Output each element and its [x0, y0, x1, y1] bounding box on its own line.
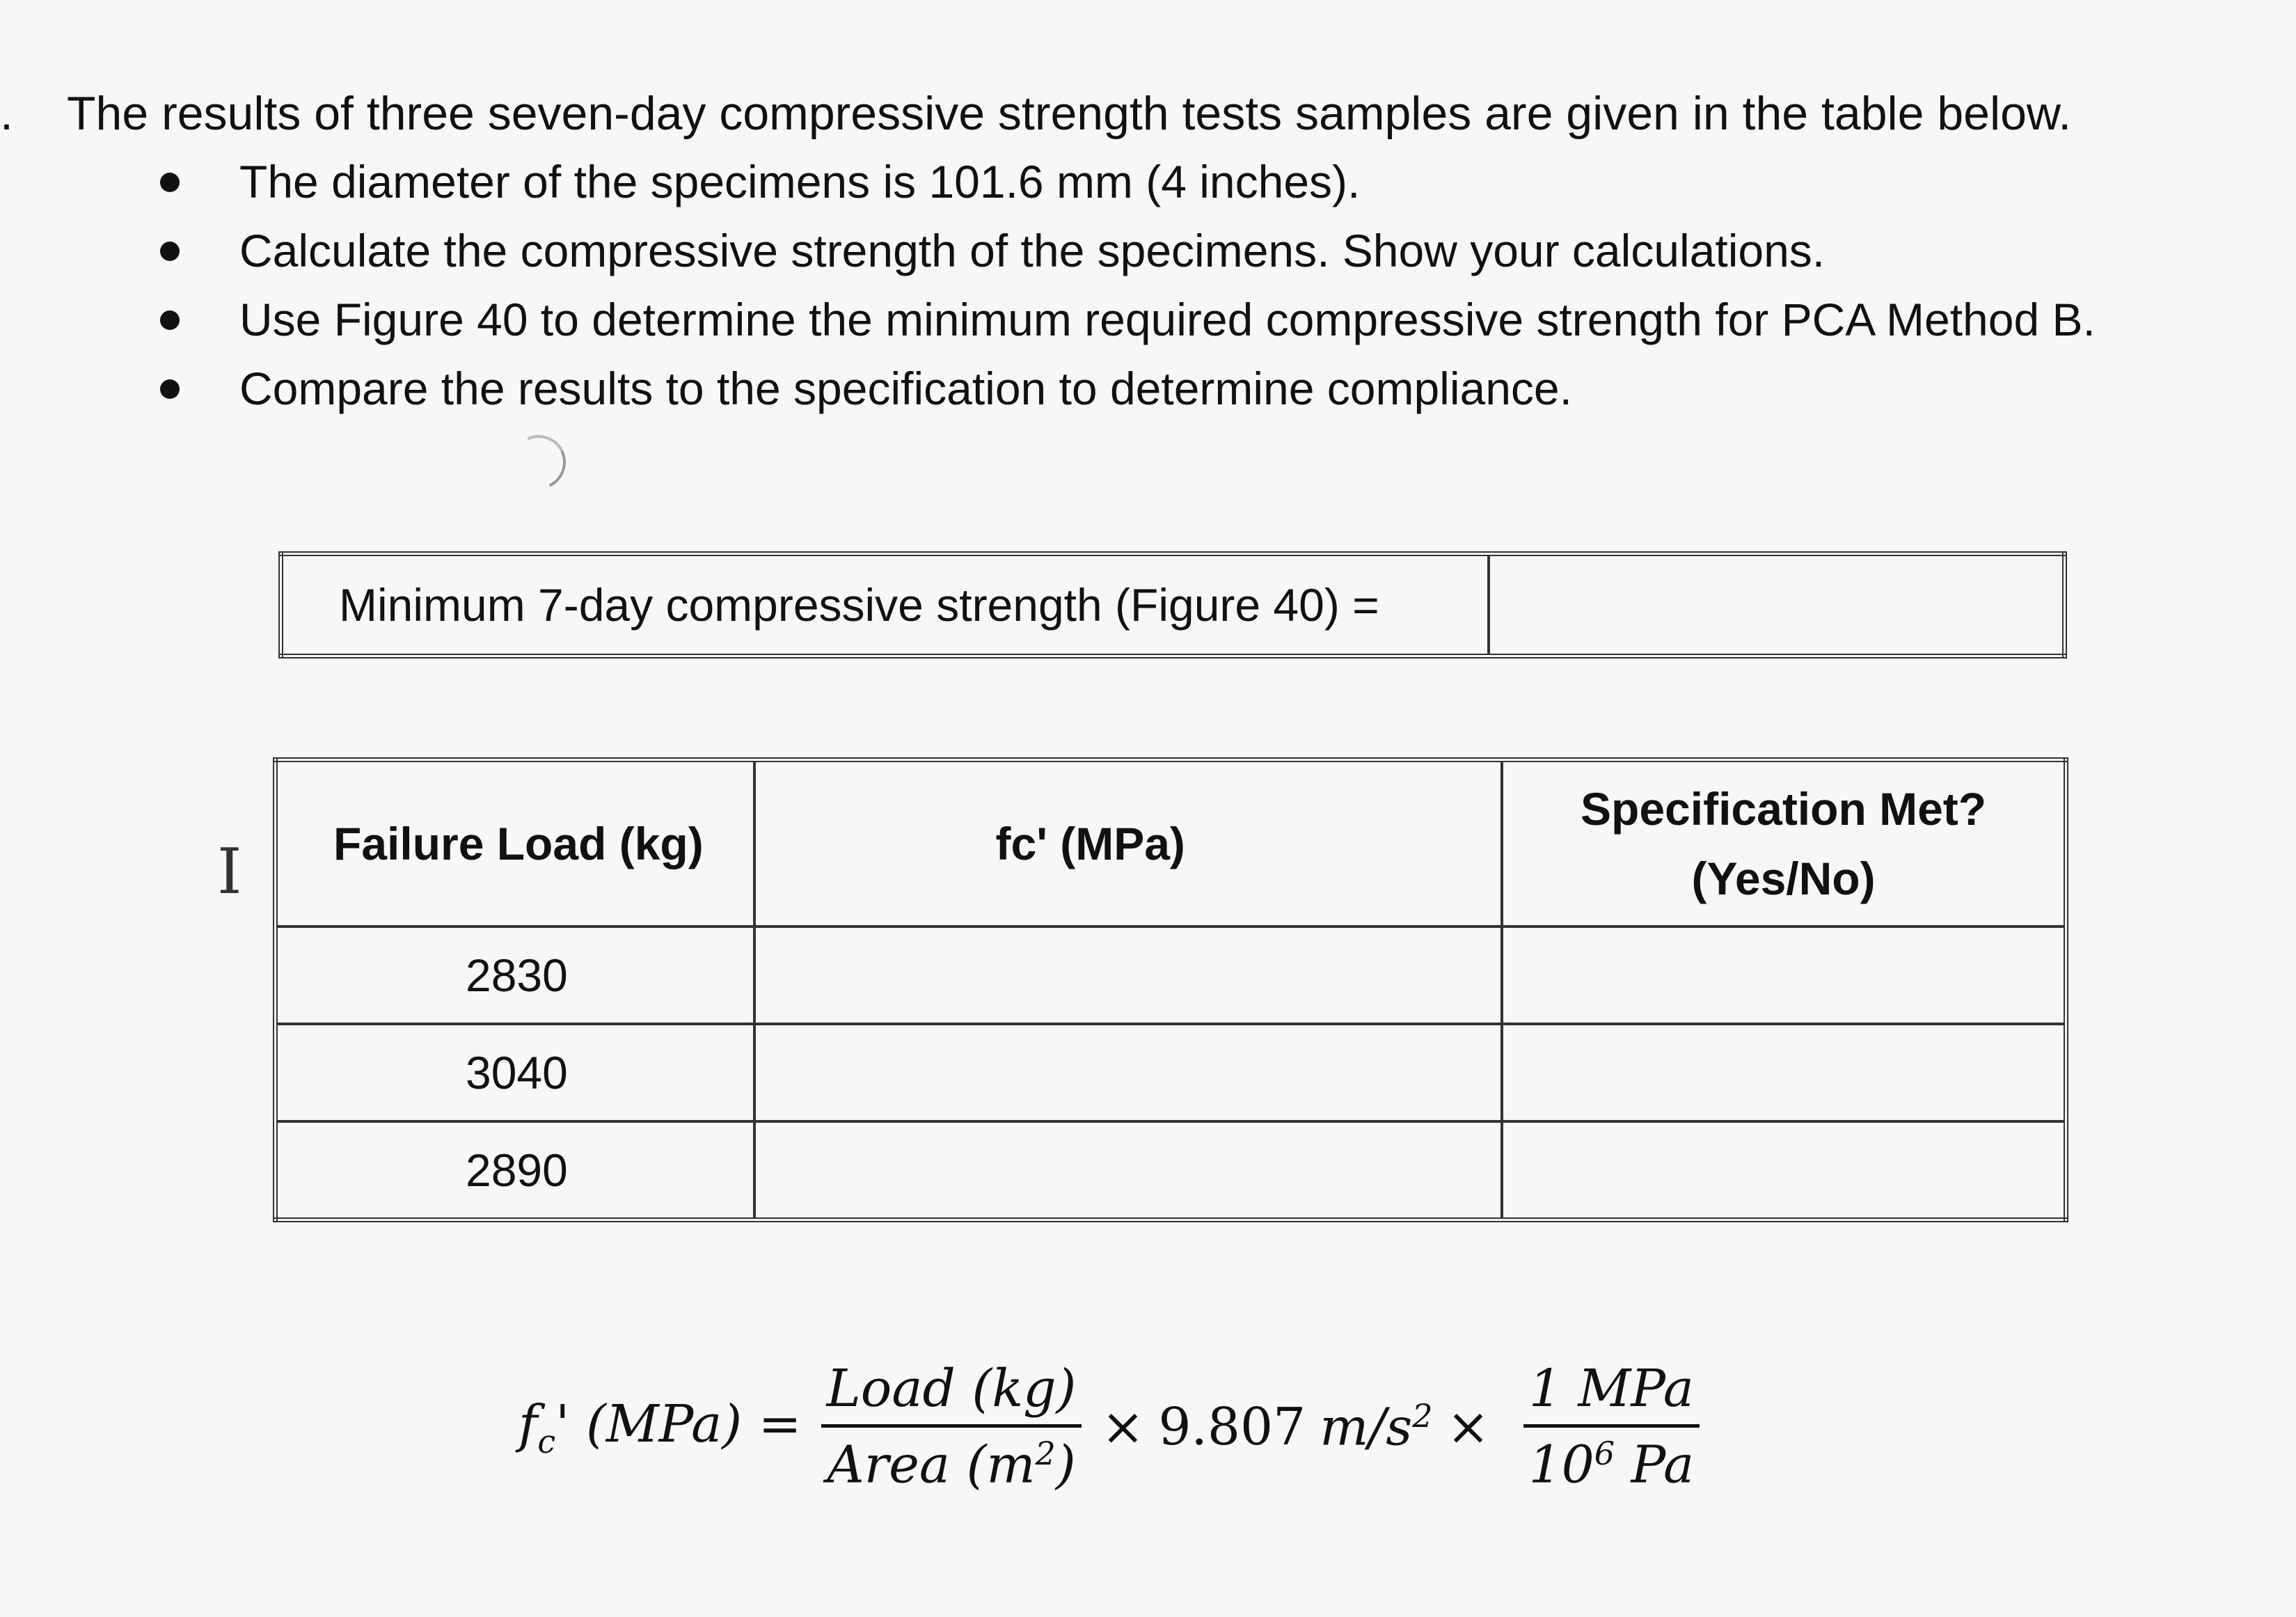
unit-conversion-fraction [1523, 1359, 1700, 1495]
bullet-text: The diameter of the specimens is 101.6 mm (4 inches). [239, 156, 1361, 207]
minimum-strength-value-cell[interactable] [1489, 554, 2065, 656]
question-intro: The results of three seven-day compressive strength tests samples are given in the table below. [67, 87, 2072, 140]
minimum-strength-table [278, 551, 2067, 658]
multiply-sign: × [1101, 1397, 1145, 1457]
instruction-list [146, 148, 2096, 423]
failure-load-cell: 3040 [276, 1024, 755, 1121]
list-item [146, 285, 2096, 354]
list-item [146, 148, 2096, 216]
bullet-icon [160, 379, 180, 399]
bullet-icon [160, 173, 180, 192]
formula-lhs: $f_c'$ (MPa) = [518, 1394, 802, 1460]
fraction-denominator: $10^6$ Pa [1523, 1424, 1700, 1495]
bullet-text: Use Figure 40 to determine the minimum required compressive strength for PCA Method B. [239, 294, 2096, 345]
compressive-strength-formula [518, 1343, 1719, 1510]
bullet-text: Calculate the compressive strength of the specimens. Show your calculations. [239, 225, 1826, 276]
gravity-unit: $m/s^2$ [1320, 1396, 1433, 1458]
fc-cell[interactable] [754, 926, 1502, 1024]
bullet-icon [160, 310, 180, 330]
fraction-numerator: 1 MPa [1528, 1359, 1694, 1419]
table-row [276, 926, 2066, 1024]
failure-load-cell: 2830 [276, 926, 755, 1024]
fraction-denominator: Area $(m^2)$ [821, 1424, 1081, 1495]
spec-met-cell[interactable] [1502, 1024, 2066, 1121]
bullet-icon [160, 242, 180, 261]
header-spec-line1: Specification Met? [1581, 783, 1987, 835]
header-spec-line2: (Yes/No) [1691, 853, 1876, 904]
load-area-fraction [821, 1359, 1082, 1495]
header-fc: fc' (MPa) [754, 760, 1502, 927]
table-row [276, 1121, 2066, 1220]
fraction-numerator: Load (kg) [826, 1359, 1077, 1419]
table-row [276, 1024, 2066, 1121]
multiply-sign: × [1446, 1397, 1490, 1457]
pencil-mark-icon [504, 427, 573, 497]
table-row [281, 554, 2065, 656]
spec-met-cell[interactable] [1502, 926, 2066, 1024]
bullet-text: Compare the results to the specification to determine compliance. [239, 363, 1572, 414]
text-cursor-icon: I [217, 835, 242, 908]
fc-cell[interactable] [754, 1121, 1502, 1220]
list-item [146, 354, 2096, 423]
minimum-strength-label: Minimum 7-day compressive strength (Figure 40) = [281, 554, 1489, 656]
question-number: . [0, 87, 13, 140]
gravity-factor: 9.807 [1158, 1397, 1306, 1457]
table-header-row [276, 760, 2066, 927]
failure-load-cell: 2890 [276, 1121, 755, 1220]
results-table [273, 757, 2068, 1222]
fc-cell[interactable] [754, 1024, 1502, 1121]
list-item [146, 216, 2096, 285]
header-failure-load: Failure Load (kg) [276, 760, 755, 927]
spec-met-cell[interactable] [1502, 1121, 2066, 1220]
header-specification-met [1502, 760, 2066, 927]
